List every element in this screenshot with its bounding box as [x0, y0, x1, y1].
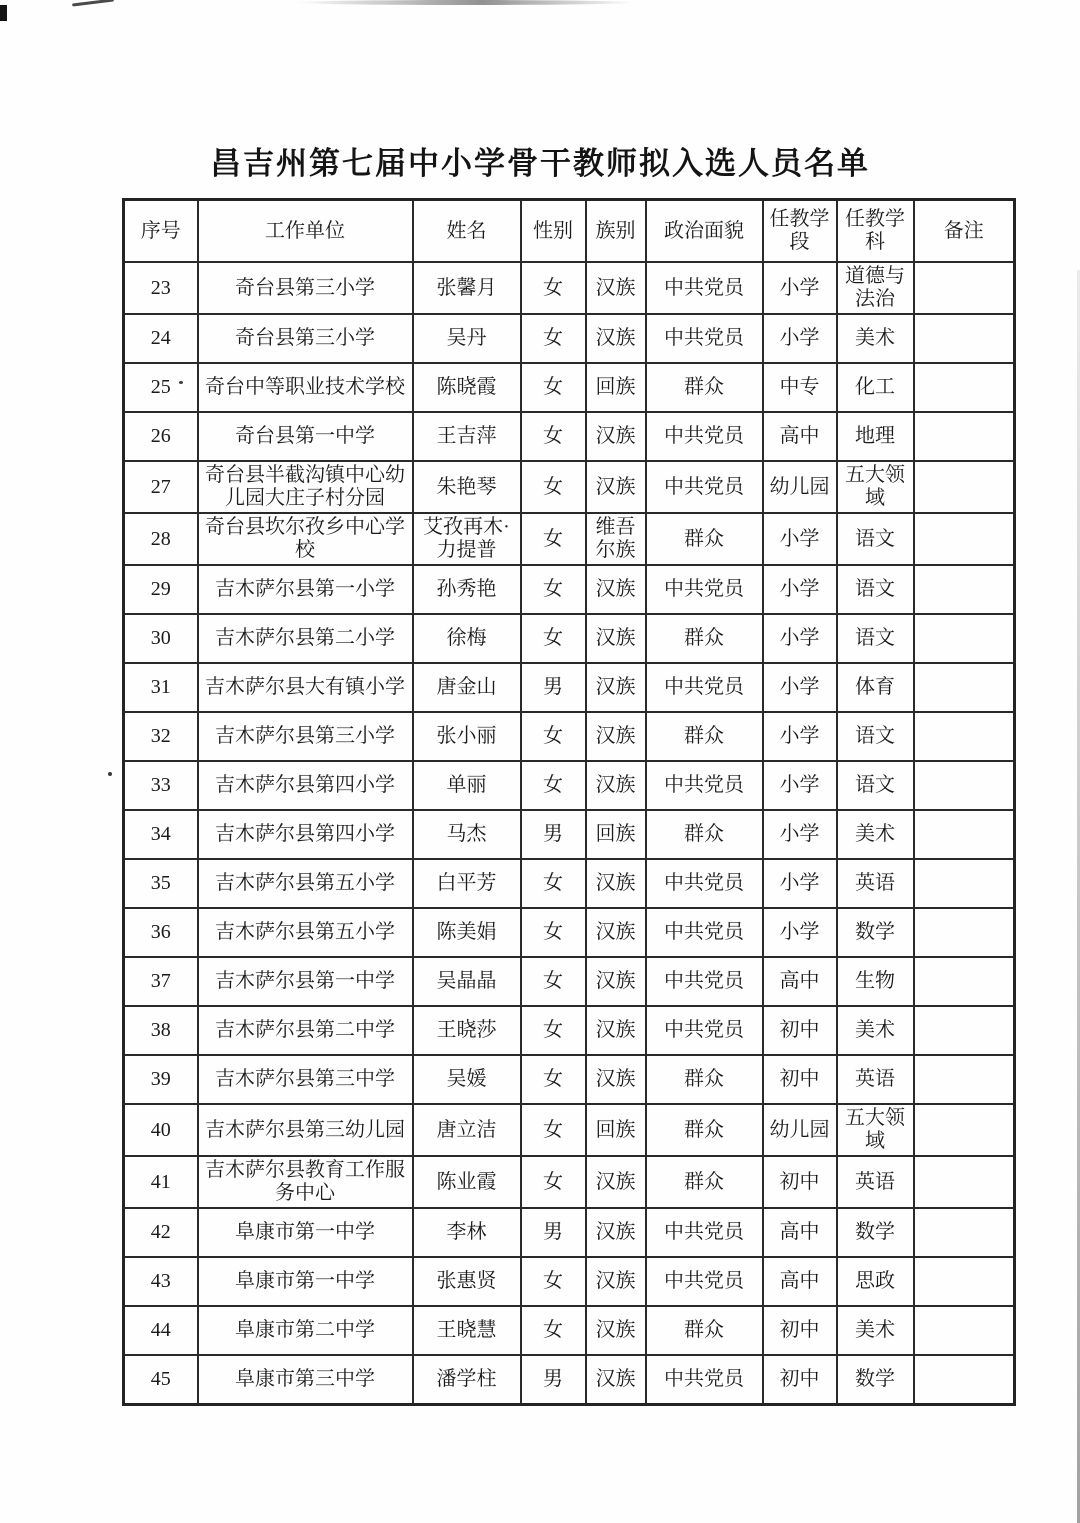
cell-gender: 女: [521, 1306, 586, 1355]
cell-teaching-subject: 思政: [837, 1257, 914, 1306]
cell-teaching-subject: 语文: [837, 712, 914, 761]
cell-no: 29: [124, 565, 198, 614]
cell-remark: [914, 761, 1015, 810]
cell-name: 唐立洁: [413, 1104, 521, 1156]
table-row: [124, 262, 1015, 314]
cell-work-unit: 吉木萨尔县第五小学: [198, 859, 413, 908]
table-row: [124, 1257, 1015, 1306]
cell-ethnicity: 汉族: [586, 1257, 646, 1306]
cell-work-unit: 吉木萨尔县第四小学: [198, 761, 413, 810]
column-header-remark: 备注: [914, 200, 1015, 263]
cell-name: 朱艳琴: [413, 461, 521, 513]
cell-remark: [914, 810, 1015, 859]
cell-political-status: 群众: [646, 1156, 763, 1208]
cell-no: 24: [124, 314, 198, 363]
cell-remark: [914, 1355, 1015, 1405]
cell-political-status: 中共党员: [646, 908, 763, 957]
table-row: [124, 314, 1015, 363]
cell-ethnicity: 汉族: [586, 412, 646, 461]
cell-political-status: 中共党员: [646, 314, 763, 363]
cell-remark: [914, 461, 1015, 513]
cell-gender: 男: [521, 1355, 586, 1405]
cell-name: 吴媛: [413, 1055, 521, 1104]
cell-work-unit: 奇台县半截沟镇中心幼儿园大庄子村分园: [198, 461, 413, 513]
cell-teaching-stage: 高中: [763, 1257, 837, 1306]
cell-teaching-stage: 初中: [763, 1156, 837, 1208]
cell-name: 王吉萍: [413, 412, 521, 461]
cell-political-status: 群众: [646, 1306, 763, 1355]
cell-no: 34: [124, 810, 198, 859]
cell-name: 陈美娟: [413, 908, 521, 957]
cell-remark: [914, 1006, 1015, 1055]
cell-ethnicity: 汉族: [586, 663, 646, 712]
cell-no: 32: [124, 712, 198, 761]
cell-teaching-stage: 小学: [763, 663, 837, 712]
cell-teaching-subject: 数学: [837, 1208, 914, 1257]
cell-remark: [914, 1306, 1015, 1355]
cell-no: 35: [124, 859, 198, 908]
scan-tick-mark: [72, 0, 114, 7]
cell-no: 39: [124, 1055, 198, 1104]
cell-name: 吴晶晶: [413, 957, 521, 1006]
cell-teaching-subject: 五大领域: [837, 1104, 914, 1156]
cell-no: 26: [124, 412, 198, 461]
cell-teaching-subject: 化工: [837, 363, 914, 412]
table-body: [124, 262, 1015, 1405]
cell-remark: [914, 908, 1015, 957]
cell-no: 40: [124, 1104, 198, 1156]
scan-smudge: [295, 0, 635, 5]
cell-teaching-subject: 美术: [837, 810, 914, 859]
cell-teaching-stage: 小学: [763, 262, 837, 314]
header-row: [124, 200, 1015, 263]
table-row: [124, 412, 1015, 461]
cell-teaching-stage: 幼儿园: [763, 1104, 837, 1156]
cell-no: 31: [124, 663, 198, 712]
cell-no: 36: [124, 908, 198, 957]
cell-name: 张小丽: [413, 712, 521, 761]
cell-ethnicity: 汉族: [586, 614, 646, 663]
cell-name: 孙秀艳: [413, 565, 521, 614]
table-row: [124, 1355, 1015, 1405]
cell-teaching-stage: 幼儿园: [763, 461, 837, 513]
cell-name: 潘学柱: [413, 1355, 521, 1405]
cell-work-unit: 吉木萨尔县大有镇小学: [198, 663, 413, 712]
cell-gender: 女: [521, 461, 586, 513]
cell-work-unit: 吉木萨尔县第三中学: [198, 1055, 413, 1104]
cell-teaching-stage: 小学: [763, 513, 837, 565]
cell-political-status: 中共党员: [646, 663, 763, 712]
cell-gender: 男: [521, 663, 586, 712]
cell-ethnicity: 汉族: [586, 1355, 646, 1405]
cell-remark: [914, 1156, 1015, 1208]
cell-teaching-subject: 英语: [837, 1156, 914, 1208]
table-row: [124, 461, 1015, 513]
cell-work-unit: 吉木萨尔县第一中学: [198, 957, 413, 1006]
cell-political-status: 群众: [646, 614, 763, 663]
page-title: 昌吉州第七届中小学骨干教师拟入选人员名单: [210, 146, 870, 181]
cell-work-unit: 阜康市第一中学: [198, 1257, 413, 1306]
cell-gender: 女: [521, 513, 586, 565]
cell-remark: [914, 712, 1015, 761]
cell-ethnicity: 汉族: [586, 1006, 646, 1055]
table-row: [124, 761, 1015, 810]
cell-teaching-stage: 高中: [763, 1208, 837, 1257]
cell-political-status: 群众: [646, 810, 763, 859]
cell-gender: 女: [521, 314, 586, 363]
cell-political-status: 中共党员: [646, 262, 763, 314]
cell-name: 单丽: [413, 761, 521, 810]
cell-name: 艾孜再木·力提普: [413, 513, 521, 565]
cell-work-unit: 吉木萨尔县第四小学: [198, 810, 413, 859]
cell-political-status: 中共党员: [646, 859, 763, 908]
cell-name: 马杰: [413, 810, 521, 859]
table-row: [124, 565, 1015, 614]
cell-ethnicity: 汉族: [586, 262, 646, 314]
cell-work-unit: 奇台中等职业技术学校: [198, 363, 413, 412]
cell-teaching-subject: 数学: [837, 908, 914, 957]
cell-gender: 女: [521, 712, 586, 761]
cell-remark: [914, 1257, 1015, 1306]
cell-political-status: 群众: [646, 363, 763, 412]
cell-gender: 女: [521, 1104, 586, 1156]
cell-gender: 女: [521, 614, 586, 663]
column-header-political-status: 政治面貌: [646, 200, 763, 263]
cell-remark: [914, 363, 1015, 412]
cell-ethnicity: 回族: [586, 1104, 646, 1156]
cell-teaching-subject: 数学: [837, 1355, 914, 1405]
cell-ethnicity: 汉族: [586, 1156, 646, 1208]
cell-political-status: 群众: [646, 1055, 763, 1104]
cell-work-unit: 阜康市第二中学: [198, 1306, 413, 1355]
cell-remark: [914, 262, 1015, 314]
cell-ethnicity: 回族: [586, 363, 646, 412]
cell-work-unit: 吉木萨尔县第五小学: [198, 908, 413, 957]
cell-work-unit: 吉木萨尔县教育工作服务中心: [198, 1156, 413, 1208]
cell-teaching-stage: 初中: [763, 1306, 837, 1355]
cell-work-unit: 吉木萨尔县第二小学: [198, 614, 413, 663]
cell-no: 41: [124, 1156, 198, 1208]
cell-remark: [914, 663, 1015, 712]
cell-gender: 女: [521, 1156, 586, 1208]
cell-remark: [914, 1208, 1015, 1257]
cell-teaching-stage: 小学: [763, 859, 837, 908]
cell-no: 28: [124, 513, 198, 565]
table-row: [124, 1208, 1015, 1257]
cell-work-unit: 吉木萨尔县第三幼儿园: [198, 1104, 413, 1156]
scan-speck: [108, 772, 112, 776]
cell-gender: 女: [521, 1006, 586, 1055]
cell-name: 张馨月: [413, 262, 521, 314]
table-row: [124, 908, 1015, 957]
cell-no: 42: [124, 1208, 198, 1257]
cell-gender: 男: [521, 810, 586, 859]
cell-political-status: 群众: [646, 712, 763, 761]
cell-name: 白平芳: [413, 859, 521, 908]
cell-remark: [914, 859, 1015, 908]
table-row: [124, 1306, 1015, 1355]
cell-teaching-stage: 小学: [763, 314, 837, 363]
column-header-no: 序号: [124, 200, 198, 263]
cell-teaching-stage: 高中: [763, 412, 837, 461]
cell-political-status: 中共党员: [646, 1006, 763, 1055]
cell-teaching-stage: 初中: [763, 1006, 837, 1055]
cell-teaching-subject: 美术: [837, 314, 914, 363]
cell-ethnicity: 汉族: [586, 314, 646, 363]
cell-teaching-subject: 地理: [837, 412, 914, 461]
cell-teaching-subject: 美术: [837, 1006, 914, 1055]
cell-gender: 女: [521, 262, 586, 314]
table-row: [124, 859, 1015, 908]
cell-teaching-subject: 英语: [837, 859, 914, 908]
cell-political-status: 群众: [646, 513, 763, 565]
cell-gender: 女: [521, 1055, 586, 1104]
cell-no: 33: [124, 761, 198, 810]
cell-ethnicity: 汉族: [586, 1208, 646, 1257]
cell-teaching-stage: 小学: [763, 565, 837, 614]
cell-ethnicity: 汉族: [586, 957, 646, 1006]
table-row: [124, 363, 1015, 412]
cell-no: 44: [124, 1306, 198, 1355]
table-row: [124, 1055, 1015, 1104]
cell-remark: [914, 1104, 1015, 1156]
cell-teaching-stage: 小学: [763, 810, 837, 859]
table-row: [124, 513, 1015, 565]
cell-work-unit: 奇台县第一中学: [198, 412, 413, 461]
cell-work-unit: 奇台县第三小学: [198, 262, 413, 314]
cell-political-status: 中共党员: [646, 1257, 763, 1306]
cell-political-status: 中共党员: [646, 761, 763, 810]
column-header-gender: 性别: [521, 200, 586, 263]
cell-work-unit: 阜康市第一中学: [198, 1208, 413, 1257]
cell-no: 30: [124, 614, 198, 663]
cell-gender: 女: [521, 363, 586, 412]
cell-teaching-stage: 初中: [763, 1355, 837, 1405]
cell-teaching-stage: 小学: [763, 712, 837, 761]
cell-no: 37: [124, 957, 198, 1006]
cell-name: 陈业霞: [413, 1156, 521, 1208]
cell-no: 23: [124, 262, 198, 314]
cell-remark: [914, 1055, 1015, 1104]
teacher-roster-table: [122, 198, 1016, 1406]
cell-work-unit: 吉木萨尔县第二中学: [198, 1006, 413, 1055]
cell-ethnicity: 维吾尔族: [586, 513, 646, 565]
column-header-teaching-stage: 任教学段: [763, 200, 837, 263]
cell-teaching-subject: 语文: [837, 565, 914, 614]
cell-teaching-subject: 五大领域: [837, 461, 914, 513]
cell-teaching-subject: 语文: [837, 513, 914, 565]
cell-work-unit: 奇台县第三小学: [198, 314, 413, 363]
cell-no: 45: [124, 1355, 198, 1405]
cell-gender: 女: [521, 761, 586, 810]
cell-name: 徐梅: [413, 614, 521, 663]
cell-ethnicity: 汉族: [586, 461, 646, 513]
column-header-name: 姓名: [413, 200, 521, 263]
cell-ethnicity: 汉族: [586, 859, 646, 908]
cell-remark: [914, 957, 1015, 1006]
cell-teaching-stage: 小学: [763, 614, 837, 663]
column-header-ethnicity: 族别: [586, 200, 646, 263]
table-row: [124, 957, 1015, 1006]
cell-gender: 女: [521, 957, 586, 1006]
cell-teaching-stage: 高中: [763, 957, 837, 1006]
cell-teaching-subject: 生物: [837, 957, 914, 1006]
cell-gender: 女: [521, 565, 586, 614]
cell-political-status: 中共党员: [646, 1208, 763, 1257]
cell-work-unit: 奇台县坎尔孜乡中心学校: [198, 513, 413, 565]
column-header-teaching-subject: 任教学科: [837, 200, 914, 263]
table-row: [124, 663, 1015, 712]
cell-teaching-stage: 初中: [763, 1055, 837, 1104]
cell-name: 李林: [413, 1208, 521, 1257]
cell-name: 陈晓霞: [413, 363, 521, 412]
cell-teaching-subject: 体育: [837, 663, 914, 712]
table-row: [124, 1104, 1015, 1156]
cell-remark: [914, 614, 1015, 663]
cell-ethnicity: 汉族: [586, 1306, 646, 1355]
cell-teaching-subject: 美术: [837, 1306, 914, 1355]
scan-corner-mark: [0, 5, 7, 21]
cell-remark: [914, 314, 1015, 363]
cell-political-status: 群众: [646, 1104, 763, 1156]
cell-ethnicity: 汉族: [586, 565, 646, 614]
cell-teaching-stage: 小学: [763, 908, 837, 957]
cell-remark: [914, 412, 1015, 461]
cell-ethnicity: 汉族: [586, 712, 646, 761]
table-row: [124, 1006, 1015, 1055]
cell-teaching-stage: 中专: [763, 363, 837, 412]
cell-work-unit: 吉木萨尔县第三小学: [198, 712, 413, 761]
cell-name: 王晓慧: [413, 1306, 521, 1355]
table-row: [124, 1156, 1015, 1208]
cell-name: 王晓莎: [413, 1006, 521, 1055]
cell-teaching-subject: 英语: [837, 1055, 914, 1104]
cell-ethnicity: 回族: [586, 810, 646, 859]
cell-no: 25: [124, 363, 198, 412]
cell-teaching-stage: 小学: [763, 761, 837, 810]
cell-name: 唐金山: [413, 663, 521, 712]
table-row: [124, 614, 1015, 663]
cell-political-status: 中共党员: [646, 412, 763, 461]
cell-name: 吴丹: [413, 314, 521, 363]
cell-remark: [914, 565, 1015, 614]
cell-work-unit: 阜康市第三中学: [198, 1355, 413, 1405]
cell-ethnicity: 汉族: [586, 908, 646, 957]
cell-teaching-subject: 道德与法治: [837, 262, 914, 314]
cell-no: 38: [124, 1006, 198, 1055]
cell-political-status: 中共党员: [646, 565, 763, 614]
cell-remark: [914, 513, 1015, 565]
cell-ethnicity: 汉族: [586, 761, 646, 810]
cell-gender: 女: [521, 1257, 586, 1306]
cell-no: 43: [124, 1257, 198, 1306]
cell-gender: 女: [521, 859, 586, 908]
cell-name: 张惠贤: [413, 1257, 521, 1306]
cell-no: 27: [124, 461, 198, 513]
cell-teaching-subject: 语文: [837, 761, 914, 810]
cell-political-status: 中共党员: [646, 1355, 763, 1405]
cell-political-status: 中共党员: [646, 461, 763, 513]
table-row: [124, 810, 1015, 859]
table-row: [124, 712, 1015, 761]
cell-work-unit: 吉木萨尔县第一小学: [198, 565, 413, 614]
cell-gender: 女: [521, 412, 586, 461]
cell-ethnicity: 汉族: [586, 1055, 646, 1104]
column-header-work-unit: 工作单位: [198, 200, 413, 263]
cell-gender: 女: [521, 908, 586, 957]
cell-teaching-subject: 语文: [837, 614, 914, 663]
cell-political-status: 中共党员: [646, 957, 763, 1006]
cell-gender: 男: [521, 1208, 586, 1257]
